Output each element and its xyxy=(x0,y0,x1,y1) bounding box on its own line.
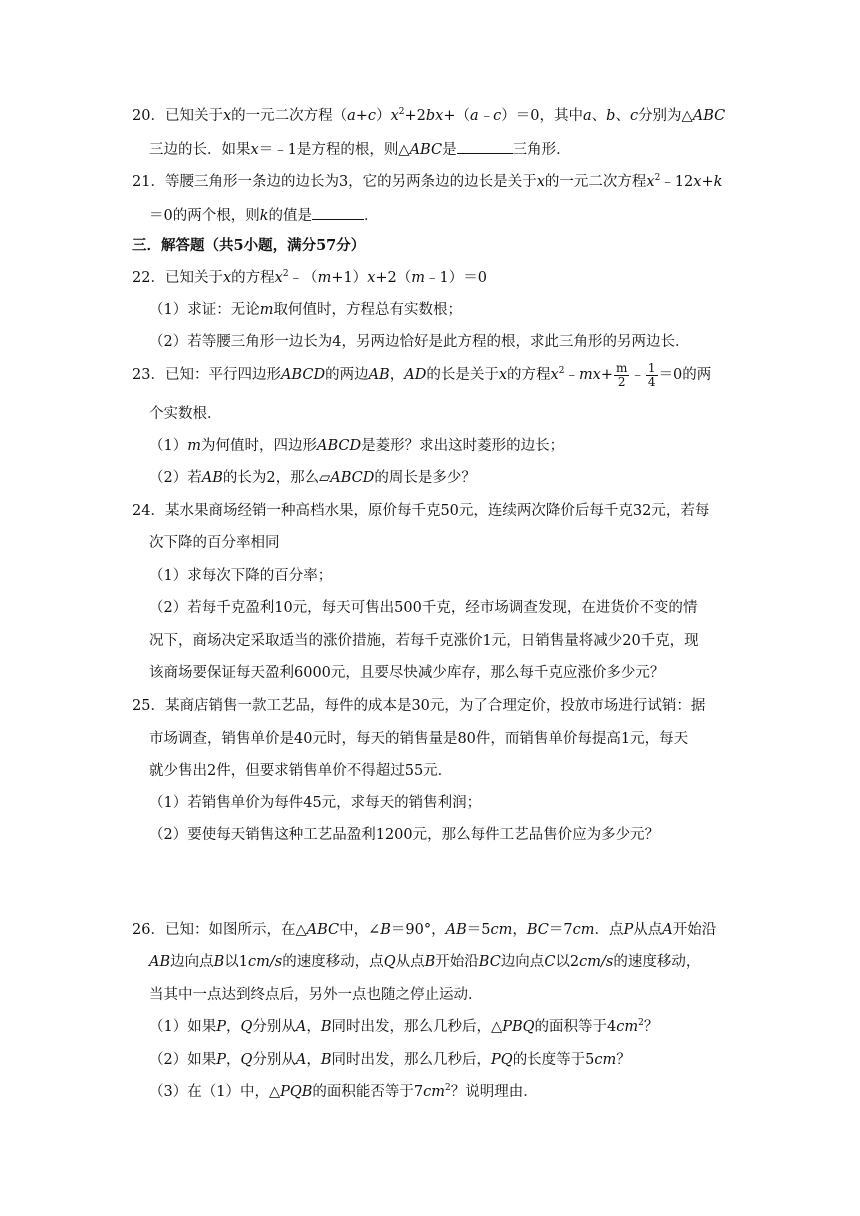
question-20-line-1: 20．已知关于x的一元二次方程$(a+c)x^2+2bx+(a﹣c)=0$，其中a、b、c分别为△ABC xyxy=(132,107,726,124)
answer-blank xyxy=(312,205,364,220)
question-26-part-2: （2）如果P，Q分别从A，B同时出发，那么几秒后，PQ的长度等于5cm？ xyxy=(149,1052,631,1068)
question-26-line-2: AB边向点B以1cm/s的速度移动，点Q从点B开始沿BC边向点C以2cm/s的速度移动， xyxy=(149,954,701,970)
question-23-line-2: 个实数根． xyxy=(149,406,222,422)
question-25-line-1: 25．某商店销售一款工艺品，每件的成本是30元，为了合理定价，投放市场进行试销：据 xyxy=(132,698,706,714)
question-24-part-1: （1）求每次下降的百分率； xyxy=(149,568,333,584)
question-24-line-2: 次下降的百分率相同 xyxy=(149,535,280,551)
question-22-line-1: 22．已知关于x的方程$x^2﹣(m+1)x+2(m﹣1)=0$ xyxy=(132,269,487,286)
question-23-part-1: （1）m为何值时，四边形ABCD是菱形？求出这时菱形的边长； xyxy=(149,438,565,454)
question-23-line-1: 23．已知：平行四边形ABCD的两边AB，AD的长是关于x的方程$x^2﹣mx+$ $\frac{m}{2}$ ﹣ $\frac{1}{4}$ ＝0的两 xyxy=(132,360,712,389)
question-25-part-2: （2）要使每天销售这种工艺品盈利1200元，那么每件工艺品售价应为多少元？ xyxy=(149,827,660,843)
question-24-part-2-line-2: 况下，商场决定采取适当的涨价措施，若每千克涨价1元，日销售量将减少20千克，现 xyxy=(149,633,699,649)
question-26-line-3: 当其中一点达到终点后，另外一点也随之停止运动． xyxy=(149,987,483,1003)
fraction-m-over-2: $\frac{m}{2}$ xyxy=(616,360,628,389)
question-25-part-1: （1）若销售单价为每件45元，求每天的销售利润； xyxy=(149,795,482,811)
question-23-part-2: （2）若AB的长为2，那么▱ABCD的周长是多少？ xyxy=(149,470,476,486)
question-22-part-2: （2）若等腰三角形一边长为4，另两边恰好是此方程的根，求此三角形的另两边长． xyxy=(149,334,690,350)
question-24-part-2-line-3: 该商场要保证每天盈利6000元，且要尽快减少库存，那么每千克应涨价多少元？ xyxy=(149,665,665,681)
question-26-line-1: 26．已知：如图所示，在△ABC中，∠B＝90°，AB＝5cm，BC＝7cm．点P从点A开始沿 xyxy=(132,922,717,938)
section-heading: 三．解答题（共5小题，满分57分） xyxy=(132,237,366,254)
question-26-part-1: （1）如果P，Q分别从A，B同时出发，那么几秒后，△PBQ的面积等于$4cm^2$？ xyxy=(149,1018,659,1035)
question-20-line-2: 三边的长．如果x＝﹣1是方程的根，则△ABC是 三角形． xyxy=(149,139,571,160)
question-21-line-2: ＝0的两个根，则k的值是 ． xyxy=(149,205,379,226)
question-25-line-3: 就少售出2件，但要求销售单价不得超过55元． xyxy=(149,763,453,779)
fraction-1-over-4: $\frac{1}{4}$ xyxy=(647,360,656,389)
question-25-line-2: 市场调查，销售单价是40元时，每天的销售量是80件，而销售单价每提高1元，每天 xyxy=(149,731,689,747)
question-24-line-1: 24．某水果商场经销一种高档水果，原价每千克50元，连续两次降价后每千克32元，若每 xyxy=(132,503,710,519)
question-24-part-2-line-1: （2）若每千克盈利10元，每天可售出500千克，经市场调查发现，在进货价不变的情 xyxy=(149,600,698,616)
question-26-part-3: （3）在（1）中，△PQB的面积能否等于$7cm^2$？说明理由． xyxy=(149,1083,538,1100)
question-22-part-1: （1）求证：无论m取何值时，方程总有实数根； xyxy=(149,302,462,318)
question-21-line-1: 21．等腰三角形一条边的边长为3，它的另两条边的边长是关于x的一元二次方程$x^2﹣12x+k$ xyxy=(132,173,723,190)
answer-blank xyxy=(457,139,513,154)
